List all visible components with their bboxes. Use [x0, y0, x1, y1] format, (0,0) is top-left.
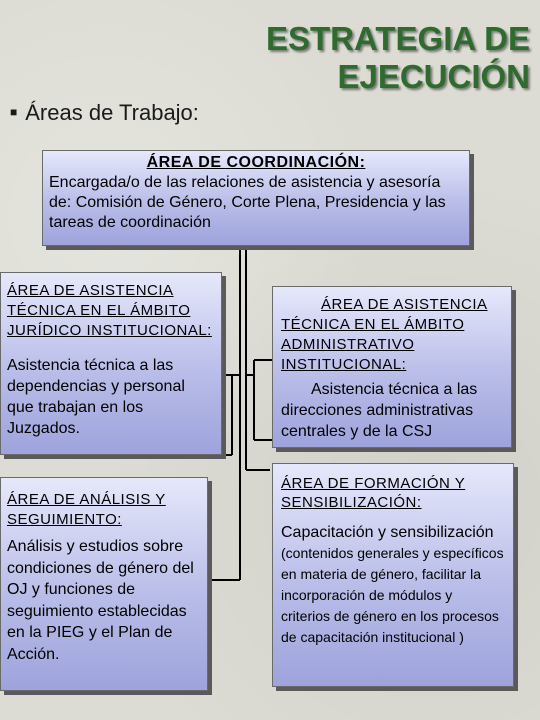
area-coordinacion-heading: ÁREA DE COORDINACIÓN:	[146, 154, 366, 171]
area-formacion-box	[272, 463, 514, 687]
area-juridico-description: Asistencia técnica a las dependencias y personal que trabajan en los Juzgados.	[7, 357, 185, 437]
page-title-line-1: ESTRATEGIA DE	[265, 20, 530, 57]
area-administrativo-box	[272, 286, 512, 448]
area-analisis-description: Análisis y estudios sobre condiciones de género del OJ y funciones de seguimiento establecidas en la PIEG y el Plan de Acción.	[7, 538, 194, 663]
area-formacion-detail-text: (contenidos generales y específicos en materia de género, facilitar la incorporación de módulos y criterios de género en los procesos de capacitación institucional )	[281, 545, 504, 645]
area-formacion-description	[281, 522, 505, 648]
area-analisis-heading: ÁREA DE ANÁLISIS Y SEGUIMIENTO:	[7, 491, 166, 528]
area-analisis-box	[0, 477, 208, 691]
area-administrativo-description: Asistencia técnica a las direcciones administrativas centrales y de la CSJ	[281, 381, 478, 440]
area-juridico-heading: ÁREA DE ASISTENCIA TÉCNICA EN EL ÁMBITO JURÍDICO INSTITUCIONAL:	[7, 282, 212, 339]
area-administrativo-heading: ÁREA DE ASISTENCIA TÉCNICA EN EL ÁMBITO ADMINISTRATIVO INSTITUCIONAL:	[281, 296, 488, 373]
page-title-line-2: EJECUCIÓN	[337, 58, 530, 95]
area-formacion-heading: ÁREA DE FORMACIÓN Y SENSIBILIZACIÓN:	[281, 475, 466, 511]
section-heading-text: Áreas de Trabajo:	[25, 100, 199, 125]
area-formacion-main-text: Capacitación y sensibilización	[281, 524, 494, 541]
area-juridico-box	[0, 272, 222, 455]
area-coordinacion-box	[42, 150, 470, 246]
area-coordinacion-description: Encargada/o de las relaciones de asistencia y asesoría de: Comisión de Género, Corte Plena, Presidencia y las tareas de coordinación	[49, 174, 446, 231]
square-bullet-icon: ■	[10, 105, 18, 119]
